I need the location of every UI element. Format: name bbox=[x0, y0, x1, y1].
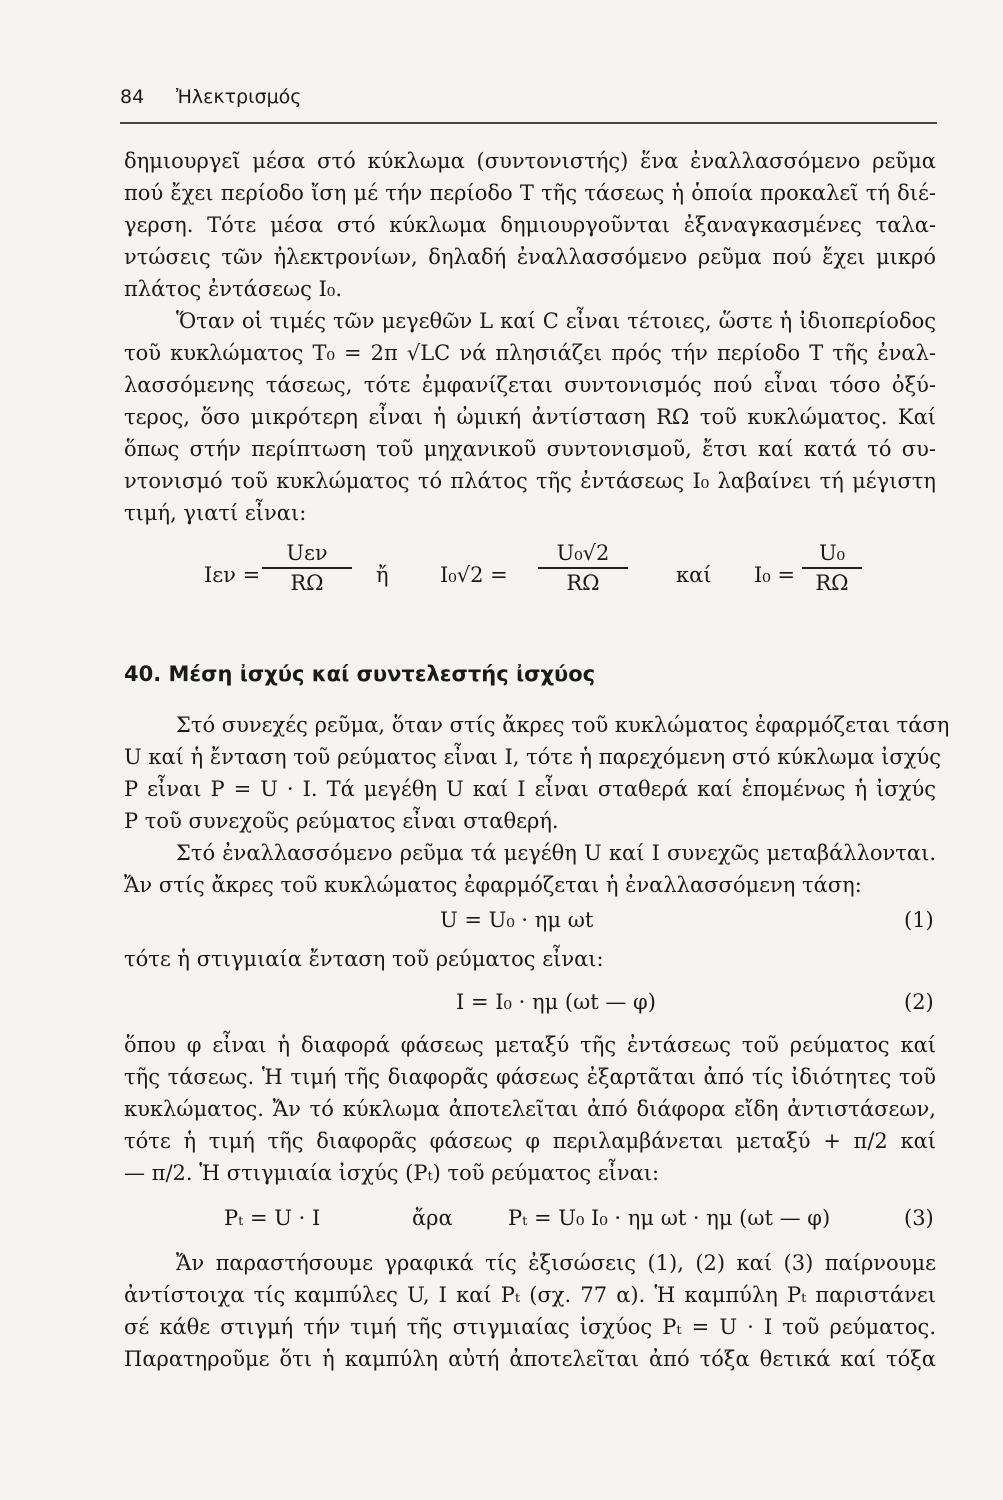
text-line: πλάτος ἐντάσεως I₀. bbox=[124, 277, 342, 301]
equation-3-word: ἄρα bbox=[412, 1206, 453, 1230]
text-line: — π/2. Ἡ στιγμιαία ἰσχύς (Pₜ) τοῦ ρεύματος εἶναι: bbox=[124, 1161, 660, 1185]
text-line: ντονισμό τοῦ κυκλώματος τό πλάτος τῆς ἐντάσεως I₀ λαβαίνει τή μέγιστη bbox=[124, 469, 936, 493]
text-line: λασσόμενης τάσεως, τότε ἐμφανίζεται συντονισμός πού εἶναι τόσο ὀξύ- bbox=[124, 373, 936, 397]
text-line: γερση. Τότε μέσα στό κύκλωμα δημιουργοῦνται ἐξαναγκασμένες ταλα- bbox=[124, 213, 936, 237]
formula-lhs: Iεν = bbox=[204, 563, 261, 587]
text-line: τιμή, γιατί εἶναι: bbox=[124, 501, 307, 525]
equation-2: I = I₀ · ημ (ωt — φ) bbox=[456, 990, 656, 1014]
formula-or: ἤ bbox=[376, 563, 389, 587]
text-line: ντώσεις τῶν ἠλεκτρονίων, δηλαδή ἐναλλασσόμενο ρεῦμα πού ἔχει μικρό bbox=[124, 245, 936, 269]
text-line: δημιουργεῖ μέσα στό κύκλωμα (συντονιστής) ἕνα ἐναλλασσόμενο ρεῦμα bbox=[124, 149, 936, 173]
page-number: 84 bbox=[120, 86, 145, 108]
fraction-3 bbox=[802, 541, 862, 595]
text-line: Ἄν στίς ἄκρες τοῦ κυκλώματος ἐφαρμόζεται ἡ ἐναλλασσόμενη τάση: bbox=[124, 873, 862, 897]
text-line: τότε ἡ στιγμιαία ἔνταση τοῦ ρεύματος εἶναι: bbox=[124, 947, 604, 971]
text-line: κυκλώματος. Ἄν τό κύκλωμα ἀποτελεῖται ἀπό διάφορα εἴδη ἀντιστάσεων, bbox=[124, 1097, 936, 1121]
equation-1: U = U₀ · ημ ωt bbox=[440, 908, 594, 932]
text-line: Ἄν παραστήσουμε γραφικά τίς ἐξισώσεις (1), (2) καί (3) παίρνουμε bbox=[176, 1251, 936, 1275]
denominator: RΩ bbox=[815, 570, 849, 595]
text-line: πού ἔχει περίοδο ἴση μέ τήν περίοδο T τῆς τάσεως ἡ ὁποία προκαλεῖ τή διέ- bbox=[124, 181, 936, 205]
text-line: τοῦ κυκλώματος T₀ = 2π √LC νά πλησιάζει πρός τήν περίοδο T τῆς ἐναλ- bbox=[124, 341, 936, 365]
running-title: Ἠλεκτρισμός bbox=[176, 86, 302, 108]
fraction-1 bbox=[262, 541, 352, 595]
text-line: Στό συνεχές ρεῦμα, ὅταν στίς ἄκρες τοῦ κυκλώματος ἐφαρμόζεται τάση bbox=[176, 713, 950, 737]
equation-number: (3) bbox=[904, 1206, 934, 1230]
numerator: U₀ bbox=[818, 541, 846, 565]
formula-and: καί bbox=[676, 563, 712, 587]
text-line: ἀντίστοιχα τίς καμπύλες U, I καί Pₜ (σχ. 77 α). Ἡ καμπύλη Pₜ παριστάνει bbox=[124, 1283, 936, 1307]
text-line: Παρατηροῦμε ὅτι ἡ καμπύλη αὐτή ἀποτελεῖται ἀπό τόξα θετικά καί τόξα bbox=[124, 1347, 936, 1371]
equation-number: (2) bbox=[904, 990, 934, 1014]
text-line: τότε ἡ τιμή τῆς διαφορᾶς φάσεως φ περιλαμβάνεται μεταξύ + π/2 καί bbox=[124, 1129, 936, 1153]
text-line: τῆς τάσεως. Ἡ τιμή τῆς διαφορᾶς φάσεως ἐξαρτᾶται ἀπό τίς ἰδιότητες τοῦ bbox=[124, 1065, 936, 1089]
section-heading: 40. Μέση ἰσχύς καί συντελεστής ἰσχύος bbox=[124, 662, 596, 686]
text-line: σέ κάθε στιγμή τήν τιμή τῆς στιγμιαίας ἰσχύος Pₜ = U · I τοῦ ρεύματος. bbox=[124, 1315, 936, 1339]
text-line: ὅπως στήν περίπτωση τοῦ μηχανικοῦ συντονισμοῦ, ἔτσι καί κατά τό συ- bbox=[124, 437, 936, 461]
denominator: RΩ bbox=[566, 570, 600, 595]
equation-number: (1) bbox=[904, 908, 934, 932]
text-line: ὅπου φ εἶναι ἡ διαφορά φάσεως μεταξύ τῆς ἐντάσεως τοῦ ρεύματος καί bbox=[124, 1033, 936, 1057]
formula-rhs: I₀ = bbox=[754, 563, 795, 587]
fraction-bar bbox=[802, 567, 862, 569]
equation-3-right: Pₜ = U₀ I₀ · ημ ωt · ημ (ωt — φ) bbox=[508, 1206, 831, 1230]
header-rule bbox=[120, 122, 937, 124]
text-line: P τοῦ συνεχοῦς ρεύματος εἶναι σταθερή. bbox=[124, 809, 559, 833]
fraction-bar bbox=[262, 567, 352, 569]
text-line: τερος, ὅσο μικρότερη εἶναι ἡ ὠμική ἀντίσταση RΩ τοῦ κυκλώματος. Καί bbox=[124, 405, 936, 429]
text-line: P εἶναι P = U · I. Τά μεγέθη U καί I εἶναι σταθερά καί ἑπομένως ἡ ἰσχύς bbox=[124, 777, 936, 801]
numerator: Uεν bbox=[286, 541, 328, 565]
fraction-2 bbox=[538, 541, 628, 595]
denominator: RΩ bbox=[290, 570, 324, 595]
formula-mid: I₀√2 = bbox=[440, 563, 508, 587]
fraction-bar bbox=[538, 567, 628, 569]
numerator: U₀√2 bbox=[556, 541, 610, 565]
text-line: Ὅταν οἱ τιμές τῶν μεγεθῶν L καί C εἶναι τέτοιες, ὥστε ἡ ἰδιοπερίοδος bbox=[176, 309, 936, 333]
equation-3-left: Pₜ = U · I bbox=[224, 1206, 321, 1230]
running-header bbox=[120, 86, 301, 108]
text-line: U καί ἡ ἔνταση τοῦ ρεύματος εἶναι I, τότε ἡ παρεχόμενη στό κύκλωμα ἰσχύς bbox=[124, 745, 941, 769]
text-line: Στό ἐναλλασσόμενο ρεῦμα τά μεγέθη U καί I συνεχῶς μεταβάλλονται. bbox=[176, 841, 936, 865]
